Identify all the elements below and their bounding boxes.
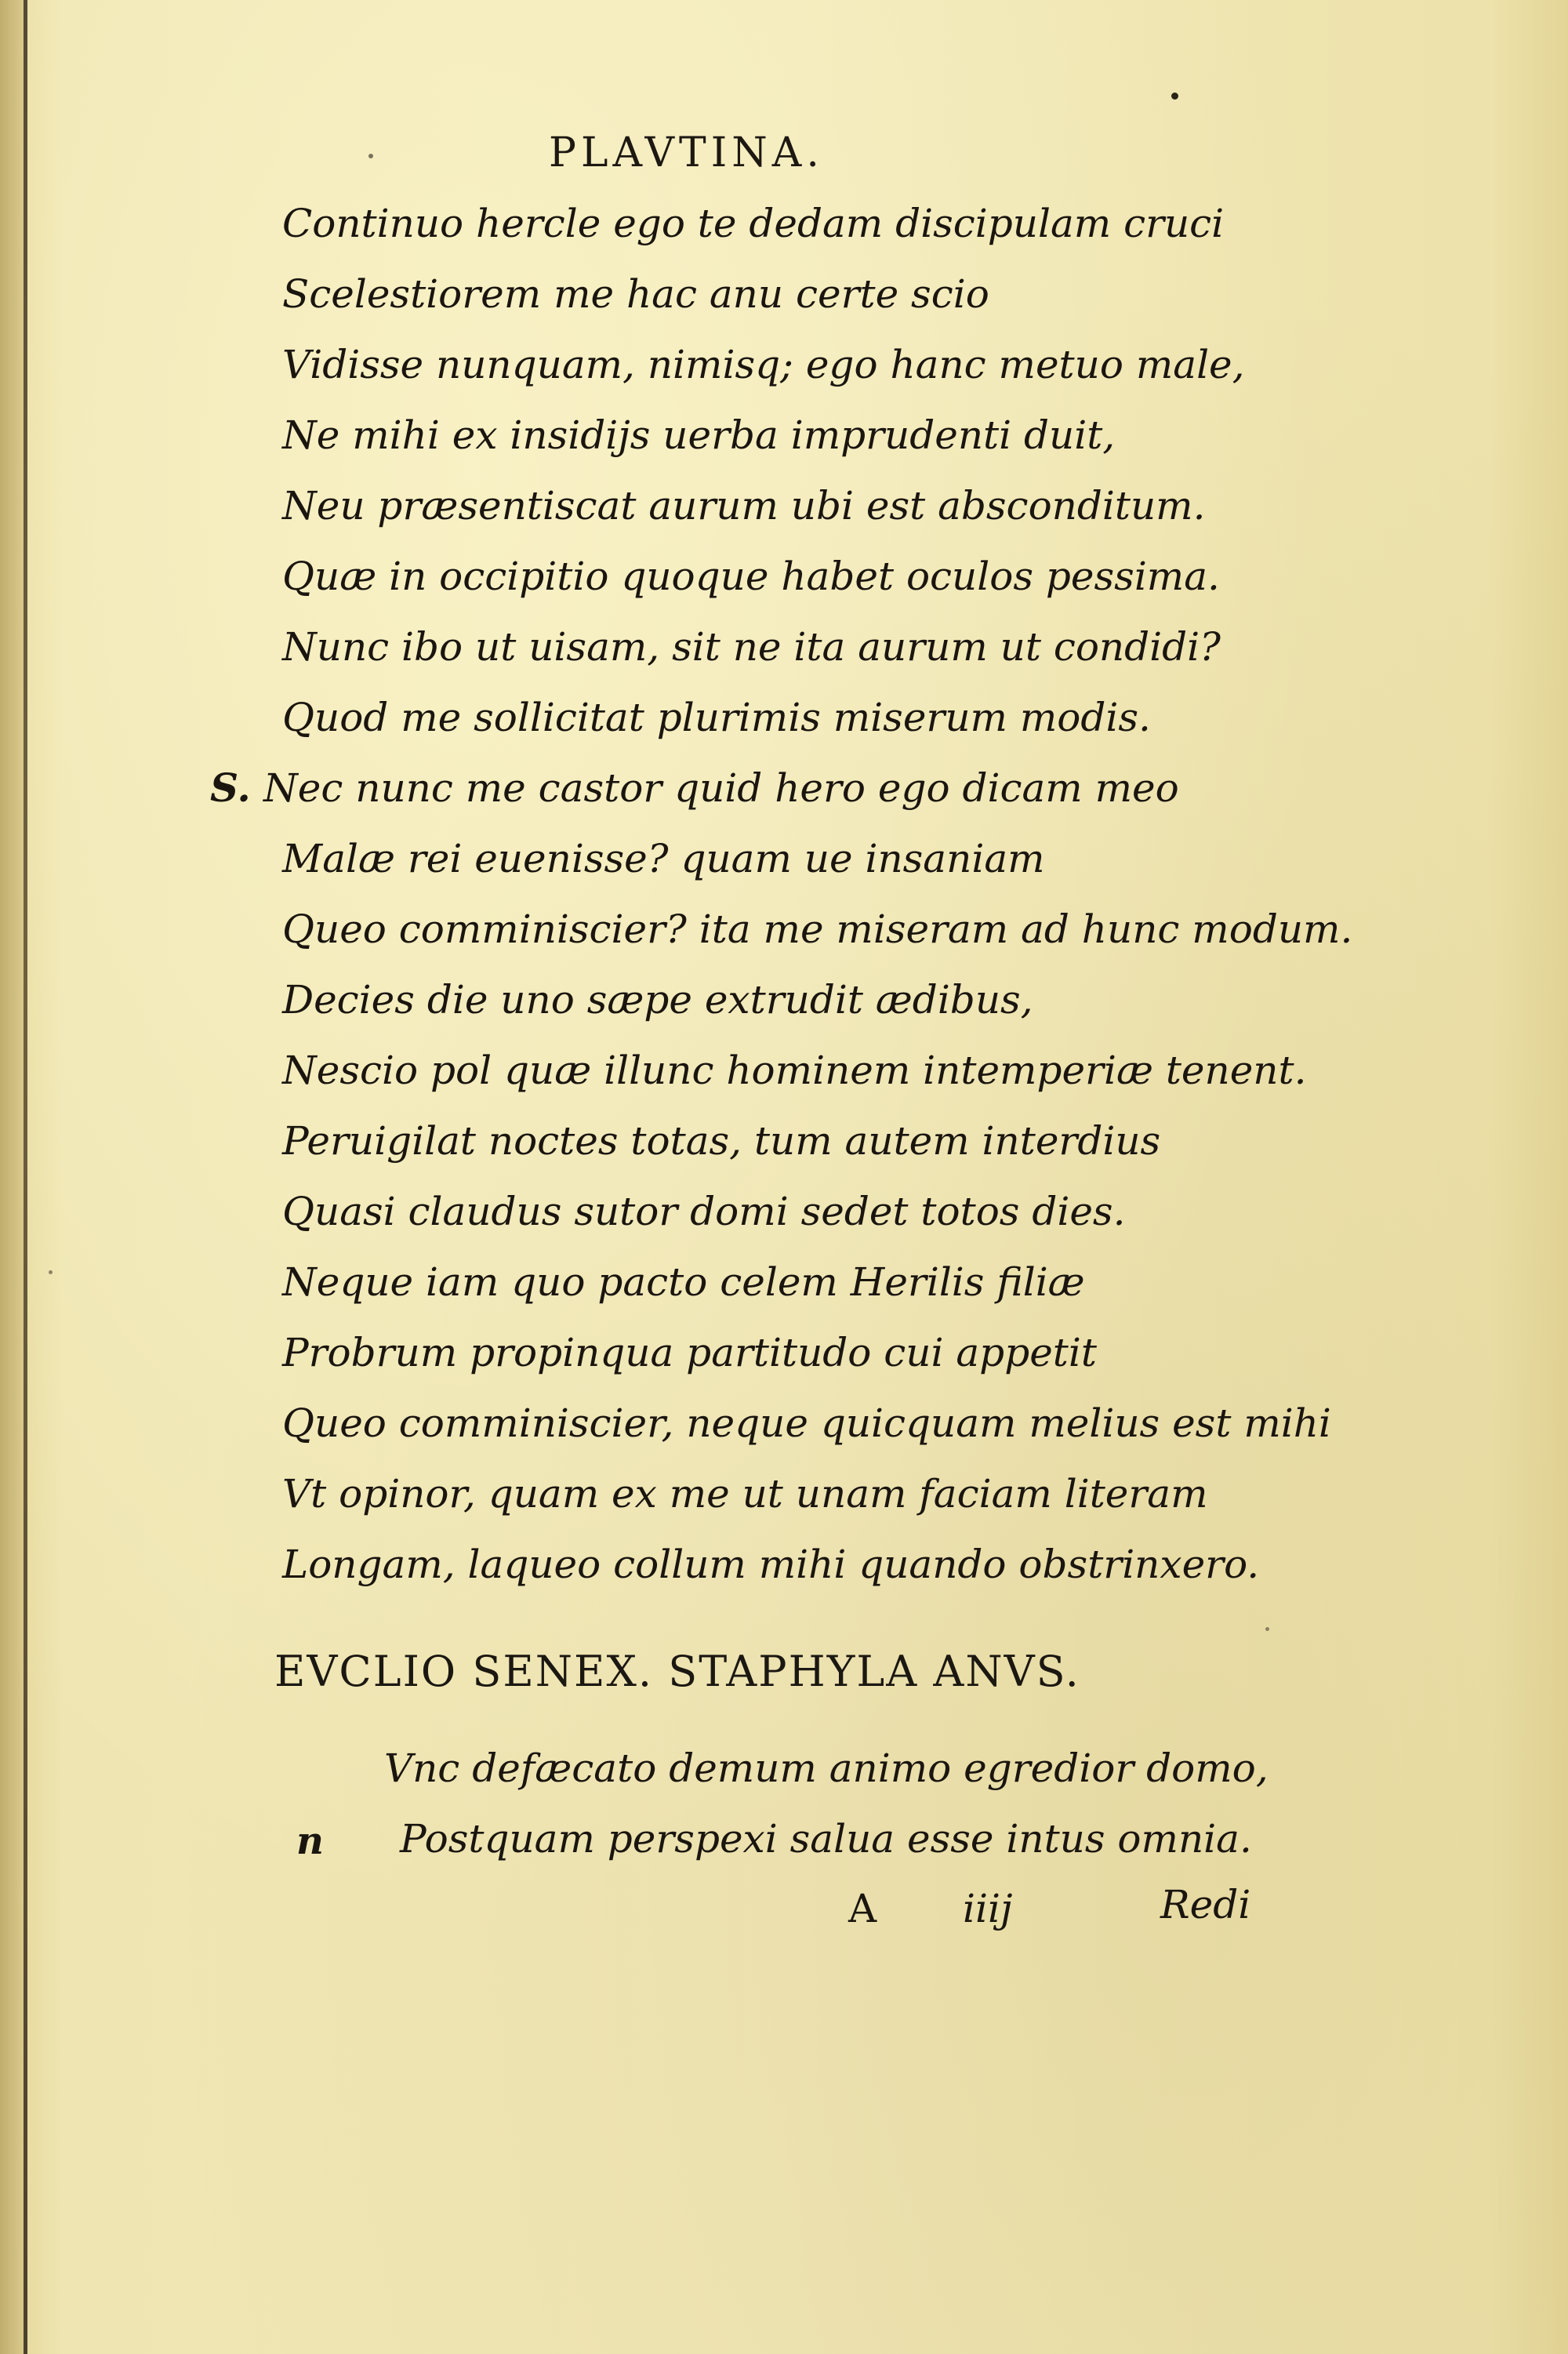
verse-line: Queo comminiscier, neque quicquam melius est mihi <box>282 1400 1331 1446</box>
verse-line: Nescio pol quæ illunc hominem intemperiæ tenent. <box>282 1048 1307 1093</box>
ink-spot <box>368 154 373 158</box>
ink-spot <box>1265 1627 1269 1631</box>
verse-line: Quasi claudus sutor domi sedet totos dies. <box>282 1189 1126 1234</box>
catchword: Redi <box>1160 1882 1251 1927</box>
verse-line: Nunc ibo ut uisam, sit ne ita aurum ut condidi? <box>282 624 1221 670</box>
verse-line: Vidisse nunquam, nimisq; ego hanc metuo male, <box>282 342 1245 387</box>
scene-heading: EVCLIO SENEX. STAPHYLA ANVS. <box>274 1647 1080 1696</box>
verse-line: Vt opinor, quam ex me ut unam faciam literam <box>282 1471 1208 1517</box>
verse-line: Decies die uno sæpe extrudit ædibus, <box>282 977 1033 1023</box>
verse-line: Peruigilat noctes totas, tum autem interdius <box>282 1118 1161 1164</box>
margin-note: n <box>296 1819 324 1863</box>
verse-line: Quod me sollicitat plurimis miserum modis. <box>282 695 1151 740</box>
verse-line: Scelestiorem me hac anu certe scio <box>282 271 989 317</box>
gutter-shadow <box>0 0 24 2354</box>
signature-mark: A <box>848 1886 877 1931</box>
running-head: PLAVTINA. <box>549 129 824 176</box>
signature-leaf: iiij <box>963 1886 1013 1931</box>
verse-line: Malæ rei euenisse? quam ue insaniam <box>282 836 1045 881</box>
verse-line: Longam, laqueo collum mihi quando obstrinxero. <box>282 1542 1260 1587</box>
verse-line: Quæ in occipitio quoque habet oculos pessima. <box>282 554 1220 599</box>
verse-line: Nec nunc me castor quid hero ego dicam meo <box>263 765 1179 811</box>
verse-line: Probrum propinqua partitudo cui appetit <box>282 1330 1097 1375</box>
verse-line: Neque iam quo pacto celem Herilis filiæ <box>282 1259 1085 1305</box>
binding-edge <box>24 0 27 2354</box>
speaker-marker: S. <box>210 765 251 811</box>
ink-spot <box>1171 93 1178 100</box>
verse-line: Continuo hercle ego te dedam discipulam cruci <box>282 201 1225 246</box>
verse-line: Vnc defæcato demum animo egredior domo, <box>384 1746 1269 1791</box>
verse-line: Neu præsentiscat aurum ubi est absconditum. <box>282 483 1206 529</box>
ink-spot <box>49 1270 53 1274</box>
verse-line: Queo comminiscier? ita me miseram ad hunc modum. <box>282 906 1353 952</box>
verse-line: Ne mihi ex insidijs uerba imprudenti duit, <box>282 412 1116 458</box>
verse-line: Postquam perspexi salua esse intus omnia. <box>400 1816 1252 1862</box>
